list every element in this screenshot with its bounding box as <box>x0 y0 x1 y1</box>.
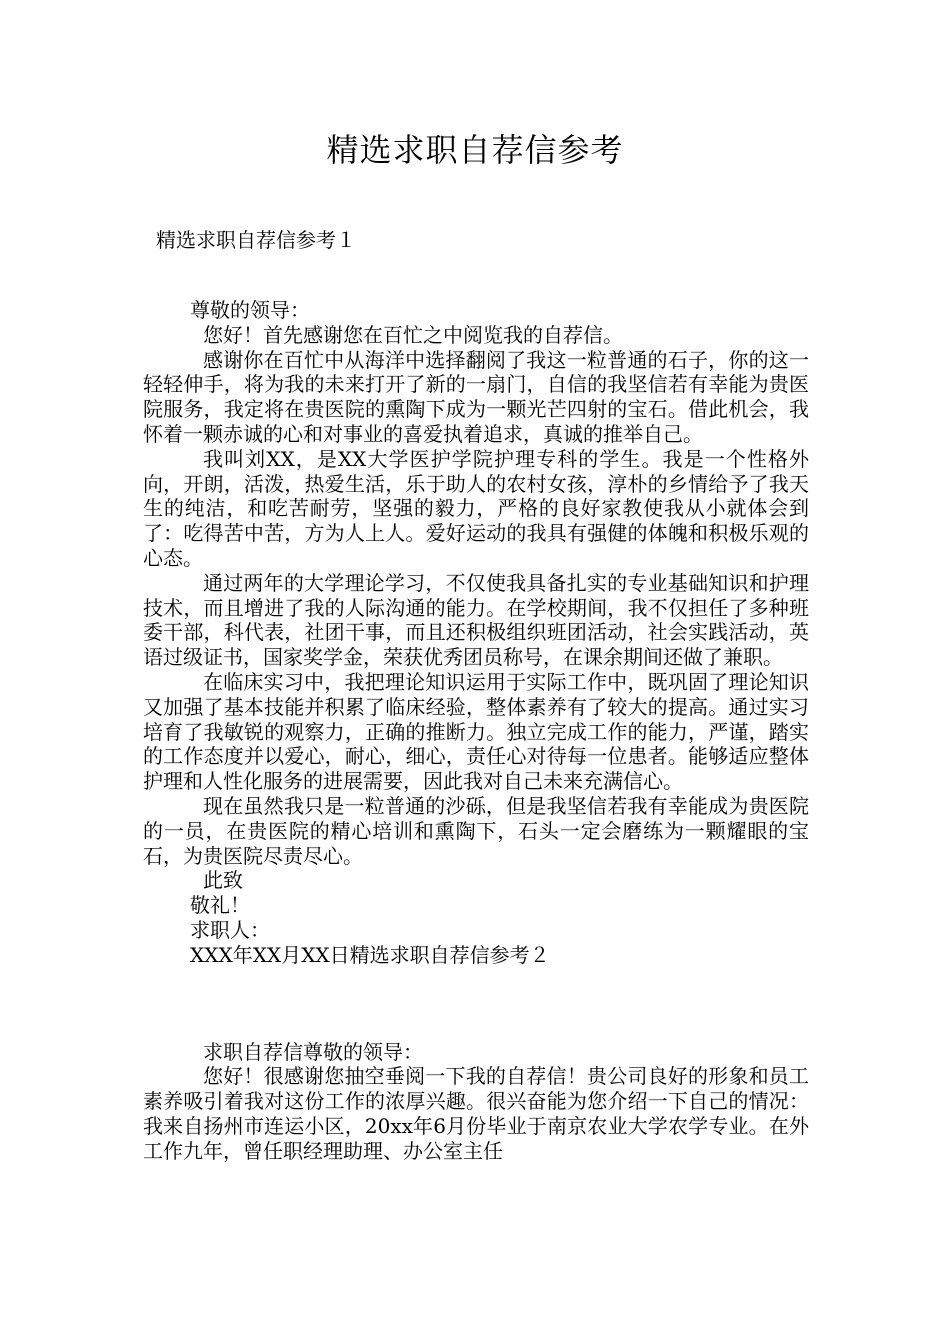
body-paragraph: 通过两年的大学理论学习，不仅使我具备扎实的专业基础知识和护理技术，而且增进了我的人际沟通的能力。在学校期间，我不仅担任了多种班委干部，科代表，社团干事，而且还积极组织班团活动，社会实践活动，英语过级证书，国家奖学金，荣获优秀团员称号，在课余期间还做了兼职。 <box>143 570 809 670</box>
document-title: 精选求职自荐信参考 <box>326 131 624 169</box>
letter-body <box>143 298 809 1164</box>
body-paragraph: 在临床实习中，我把理论知识运用于实际工作中，既巩固了理论知识又加强了基本技能并积累了临床经验，整体素养有了较大的提高。通过实习培育了我敏锐的观察力，正确的推断力。独立完成工作的能力，严谨，踏实的工作态度并以爱心，耐心，细心，责任心对待每一位患者。能够适应整体护理和人性化服务的进展需要，因此我对自己未来充满信心。 <box>143 669 809 794</box>
body-paragraph: 感谢你在百忙中从海洋中选择翻阅了我这一粒普通的石子，你的这一轻轻伸手，将为我的未来打开了新的一扇门，自信的我坚信若有幸能为贵医院服务，我定将在贵医院的熏陶下成为一颗光芒四射的宝石。借此机会，我怀着一颗赤诚的心和对事业的喜爱执着追求，真诚的推举自己。 <box>143 347 809 446</box>
date-line: XXX年XX月XX日精选求职自荐信参考２ <box>190 942 550 967</box>
body-paragraph: 现在虽然我只是一粒普通的沙砾，但是我坚信若我有幸能成为贵医院的一员，在贵医院的精心培训和熏陶下，石头一定会磨练为一颗耀眼的宝石，为贵医院尽责尽心。 <box>143 793 809 868</box>
body-paragraph: 您好！首先感谢您在百忙之中阅览我的自荐信。 <box>203 322 623 347</box>
body-paragraph: 我叫刘XX，是XX大学医护学院护理专科的学生。我是一个性格外向，开朗，活泼，热爱生活，乐于助人的农村女孩，淳朴的乡情给予了我天生的纯洁，和吃苦耐劳，坚强的毅力，严格的良好家教使我从小就体会到了：吃得苦中苦，方为人上人。爱好运动的我具有强健的体魄和积极乐观的心态。 <box>143 446 809 570</box>
section-heading-1: 精选求职自荐信参考１ <box>156 228 356 252</box>
salutation: 求职自荐信尊敬的领导： <box>203 1039 423 1064</box>
body-paragraph: 您好！很感谢您抽空垂阅一下我的自荐信！贵公司良好的形象和员工素养吸引着我对这份工作的浓厚兴趣。很兴奋能为您介绍一下自己的情况：我来自扬州市连运小区，20xx年6月份毕业于南京农业大学农学专业。在外工作九年，曾任职经理助理、办公室主任 <box>143 1064 809 1163</box>
salutation: 尊敬的领导： <box>190 298 310 322</box>
signature-line: 求职人： <box>190 917 270 942</box>
closing-line: 敬礼！ <box>190 893 250 918</box>
closing-line: 此致 <box>203 868 243 893</box>
